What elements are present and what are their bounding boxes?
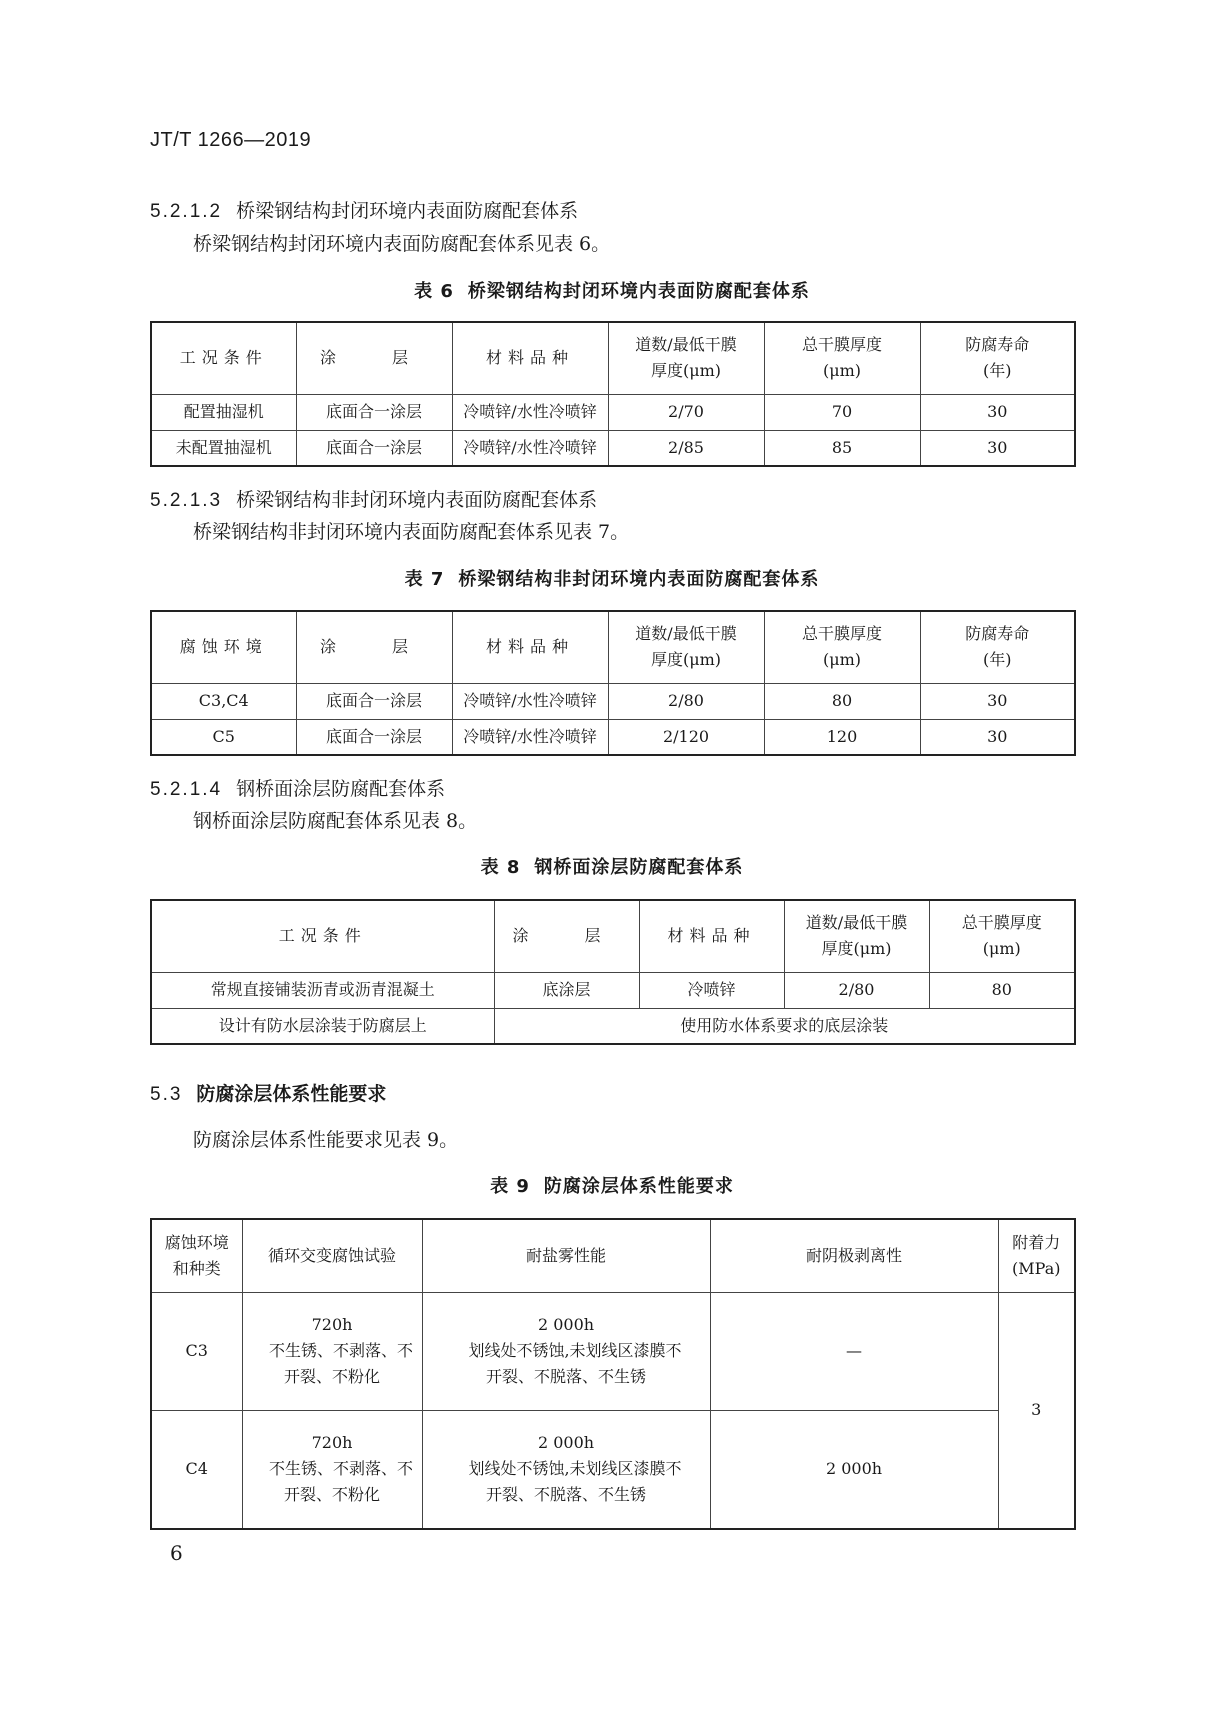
cell-line: 划线处不锈蚀,未划线区漆膜不 [468, 1459, 682, 1479]
header-cell: 材料品种 [452, 611, 608, 683]
header-line: 道数/最低干膜 [635, 624, 737, 644]
table-cell-merged: 3 [998, 1292, 1075, 1529]
header-cell: 耐阴极剥离性 [710, 1219, 998, 1292]
table-cell: 120 [764, 719, 920, 755]
table-row [151, 683, 1075, 719]
header-cell: 材料品种 [639, 900, 784, 972]
table-cell: C4 [151, 1410, 242, 1529]
cell-line: 不生锈、不剥落、不 [268, 1459, 413, 1479]
table-row [151, 430, 1075, 466]
table-cell: 80 [764, 683, 920, 719]
header-line: 总干膜厚度 [801, 624, 882, 644]
header-cell [929, 900, 1075, 972]
table-cell: 冷喷锌/水性冷喷锌 [452, 719, 608, 755]
table7 [150, 610, 1076, 756]
cell-line: 2 000h [537, 1433, 595, 1453]
table-cell: 冷喷锌/水性冷喷锌 [452, 430, 608, 466]
header-line: 和种类 [172, 1258, 221, 1278]
header-cell: 工况条件 [151, 322, 296, 394]
table-cell: 80 [929, 972, 1075, 1008]
table-number: 表 8 [480, 857, 521, 878]
table-cell: 未配置抽湿机 [151, 430, 296, 466]
header-line: 道数/最低干膜 [805, 913, 908, 933]
header-cell [608, 322, 764, 394]
section-heading-5213 [150, 485, 597, 512]
header-cell [608, 611, 764, 683]
header-line: (年) [983, 361, 1012, 381]
table-cell: 2/85 [608, 430, 764, 466]
section-heading-5214 [150, 774, 445, 801]
header-line: (μm) [822, 361, 862, 381]
header-cell [784, 900, 929, 972]
section-number: 5.3 [150, 1084, 183, 1105]
table8 [150, 899, 1076, 1045]
table-row [151, 972, 1075, 1008]
cell-line: 不生锈、不剥落、不 [268, 1341, 413, 1360]
table7-caption [0, 565, 1224, 591]
table-number: 表 7 [404, 569, 445, 590]
table-cell: 2/70 [608, 394, 764, 430]
table-cell [242, 1292, 422, 1410]
table-cell: 2/120 [608, 719, 764, 755]
header-cell: 工况条件 [151, 900, 494, 972]
table-cell: 常规直接铺装沥青或沥青混凝土 [151, 972, 494, 1008]
header-cell: 耐盐雾性能 [422, 1219, 710, 1292]
table8-caption [0, 853, 1224, 879]
header-line: 总干膜厚度 [961, 913, 1042, 933]
cell-line: 开裂、不脱落、不生锈 [485, 1485, 646, 1505]
header-cell [151, 1219, 242, 1292]
cell-line: 开裂、不粉化 [283, 1367, 380, 1386]
table-cell: 30 [920, 719, 1075, 755]
section-heading-53 [150, 1079, 386, 1106]
header-line: 总干膜厚度 [801, 335, 882, 355]
table-title: 桥梁钢结构非封闭环境内表面防腐配套体系 [458, 569, 820, 590]
table-cell: 70 [764, 394, 920, 430]
table-cell-merged: 使用防水体系要求的底层涂装 [494, 1008, 1075, 1044]
cell-line: 720h [311, 1433, 353, 1453]
section-paragraph-5213: 桥梁钢结构非封闭环境内表面防腐配套体系见表 7。 [193, 521, 630, 543]
table6 [150, 321, 1076, 467]
table-cell [422, 1292, 710, 1410]
cell-line: 2 000h [537, 1315, 595, 1334]
table-cell: — [710, 1292, 998, 1410]
table-cell: C3,C4 [151, 683, 296, 719]
table-cell: 30 [920, 430, 1075, 466]
header-line: 腐蚀环境 [164, 1232, 229, 1252]
table-title: 桥梁钢结构封闭环境内表面防腐配套体系 [467, 281, 810, 302]
table-cell: 底面合一涂层 [296, 719, 452, 755]
header-cell [764, 322, 920, 394]
table9 [150, 1218, 1076, 1530]
table6-header-row [151, 322, 1075, 394]
table-cell: 底涂层 [494, 972, 639, 1008]
table-cell: C5 [151, 719, 296, 755]
table-row [151, 719, 1075, 755]
table-cell: 配置抽湿机 [151, 394, 296, 430]
table9-header-row [151, 1219, 1075, 1292]
table-cell: 30 [920, 394, 1075, 430]
header-line: (μm) [982, 939, 1021, 959]
section-heading-5212 [150, 196, 578, 223]
table-number: 表 9 [490, 1176, 530, 1197]
table-row [151, 394, 1075, 430]
cell-line: 开裂、不脱落、不生锈 [485, 1367, 646, 1386]
section-number: 5.2.1.2 [150, 201, 223, 222]
header-cell: 腐蚀环境 [151, 611, 296, 683]
table-cell: 2/80 [608, 683, 764, 719]
cell-line: 开裂、不粉化 [283, 1485, 380, 1505]
header-line: 防腐寿命 [965, 335, 1030, 355]
table-row-c3 [151, 1292, 1075, 1410]
header-line: 道数/最低干膜 [635, 335, 737, 355]
cell-line: 划线处不锈蚀,未划线区漆膜不 [468, 1341, 682, 1360]
section-paragraph-53: 防腐涂层体系性能要求见表 9。 [193, 1129, 459, 1151]
header-line: 厚度(μm) [650, 361, 722, 381]
table-cell: 底面合一涂层 [296, 683, 452, 719]
table-title: 防腐涂层体系性能要求 [543, 1176, 734, 1197]
table-cell: 30 [920, 683, 1075, 719]
section-number: 5.2.1.4 [150, 779, 223, 800]
table-cell: 2 000h [710, 1410, 998, 1529]
header-cell: 涂 层 [296, 322, 452, 394]
table8-header-row [151, 900, 1075, 972]
table-cell [242, 1410, 422, 1529]
section-title: 桥梁钢结构非封闭环境内表面防腐配套体系 [236, 489, 598, 511]
header-cell: 材料品种 [452, 322, 608, 394]
header-cell: 循环交变腐蚀试验 [242, 1219, 422, 1292]
header-cell: 涂 层 [494, 900, 639, 972]
table-cell: 底面合一涂层 [296, 430, 452, 466]
table6-caption [0, 277, 1224, 303]
section-title: 桥梁钢结构封闭环境内表面防腐配套体系 [236, 200, 579, 222]
header-line: 厚度(μm) [821, 939, 892, 959]
table-cell: 冷喷锌/水性冷喷锌 [452, 683, 608, 719]
header-cell [998, 1219, 1075, 1292]
section-paragraph-5214: 钢桥面涂层防腐配套体系见表 8。 [193, 810, 478, 832]
table-cell: 设计有防水层涂装于防腐层上 [151, 1008, 494, 1044]
header-cell [920, 611, 1075, 683]
table-row-c4 [151, 1410, 1075, 1529]
table-row [151, 1008, 1075, 1044]
standard-code: JT/T 1266—2019 [150, 129, 312, 151]
header-cell [920, 322, 1075, 394]
table-number: 表 6 [414, 281, 454, 302]
table-cell: 冷喷锌 [639, 972, 784, 1008]
header-line: 厚度(μm) [650, 650, 722, 670]
section-number: 5.2.1.3 [150, 490, 223, 511]
header-cell: 涂 层 [296, 611, 452, 683]
header-line: (μm) [822, 650, 862, 670]
section-paragraph-5212: 桥梁钢结构封闭环境内表面防腐配套体系见表 6。 [193, 233, 611, 255]
table-cell: 底面合一涂层 [296, 394, 452, 430]
section-title: 钢桥面涂层防腐配套体系 [236, 778, 446, 800]
table-cell: 冷喷锌/水性冷喷锌 [452, 394, 608, 430]
header-line: 防腐寿命 [965, 624, 1030, 644]
table-cell: 85 [764, 430, 920, 466]
section-title: 防腐涂层体系性能要求 [196, 1083, 387, 1105]
table7-header-row [151, 611, 1075, 683]
header-cell [764, 611, 920, 683]
table9-caption [0, 1172, 1224, 1198]
header-line: 附着力 [1012, 1232, 1061, 1252]
header-line: (年) [983, 650, 1012, 670]
table-cell: 2/80 [784, 972, 929, 1008]
cell-line: 720h [311, 1315, 353, 1334]
header-line: (MPa) [1012, 1258, 1061, 1278]
page-number: 6 [170, 1541, 183, 1565]
table-cell [422, 1410, 710, 1529]
table-cell: C3 [151, 1292, 242, 1410]
table-title: 钢桥面涂层防腐配套体系 [534, 857, 744, 878]
